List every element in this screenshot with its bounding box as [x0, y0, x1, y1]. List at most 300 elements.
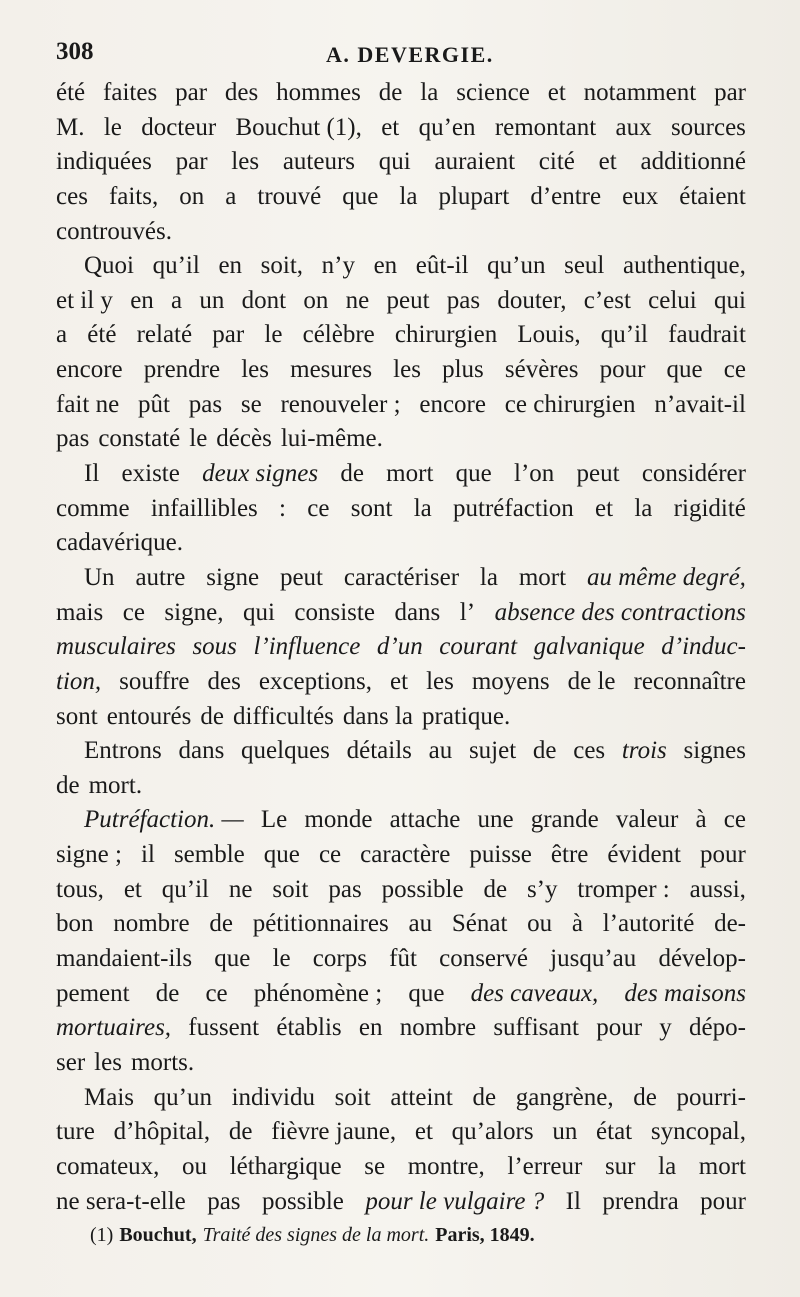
- word: putréfaction: [453, 494, 574, 522]
- word: la: [479, 563, 498, 591]
- word: celui: [648, 286, 697, 314]
- word: dépo-: [689, 1014, 746, 1042]
- word: sévères: [504, 356, 579, 384]
- word: cadavérique.: [56, 529, 184, 557]
- word: léthargique: [229, 1152, 342, 1180]
- word: les: [426, 667, 454, 695]
- word: la: [399, 182, 418, 210]
- text-line: [56, 838, 746, 873]
- word: chirurgien: [394, 321, 498, 349]
- word: d’hôpital,: [113, 1118, 211, 1146]
- italic-word: sous: [192, 633, 237, 661]
- word: de: [228, 1118, 253, 1146]
- word: Quoi: [84, 252, 134, 280]
- word: l’on: [514, 460, 555, 488]
- word: indiquées: [56, 148, 152, 176]
- word: ne sera-t-elle: [56, 1187, 186, 1215]
- word: sources: [670, 113, 746, 141]
- word: gangrène,: [515, 1083, 614, 1111]
- page-header: [56, 38, 760, 68]
- word: et: [595, 494, 614, 522]
- word: signes: [683, 737, 746, 765]
- word: Le: [260, 806, 288, 834]
- word: exceptions,: [258, 667, 373, 695]
- word: ture: [56, 1118, 95, 1146]
- word: ces: [573, 737, 606, 765]
- word: fait ne: [56, 390, 120, 418]
- word: et: [390, 667, 409, 695]
- text-line: [56, 388, 746, 423]
- word: ce: [318, 841, 342, 869]
- text-line: [56, 665, 746, 700]
- word: prendra: [602, 1187, 679, 1215]
- text-line: [56, 873, 746, 908]
- word: évident: [607, 841, 682, 869]
- word: ne: [228, 875, 253, 903]
- word: célèbre: [302, 321, 375, 349]
- word: sont: [350, 494, 393, 522]
- word: l’autorité: [602, 910, 695, 938]
- word: le: [264, 321, 283, 349]
- word: à: [695, 806, 707, 834]
- word: au: [408, 910, 433, 938]
- word: difficultés: [233, 702, 334, 730]
- word: cité: [538, 148, 575, 176]
- word: que: [214, 945, 251, 973]
- word: existe: [121, 460, 180, 488]
- word: infaillibles: [150, 494, 258, 522]
- word: les: [231, 148, 260, 176]
- word: l’: [459, 598, 476, 626]
- word: été: [87, 321, 117, 349]
- word: pour: [700, 1187, 746, 1215]
- word: l’erreur: [507, 1152, 583, 1180]
- word: atteint: [390, 1083, 453, 1111]
- italic-word: des caveaux,: [470, 979, 599, 1007]
- word: additionné: [640, 148, 746, 176]
- word: relaté: [136, 321, 193, 349]
- word: par: [175, 79, 208, 106]
- italic-word: galvanique: [533, 633, 645, 661]
- word: dans: [178, 737, 225, 765]
- word: ces: [56, 182, 88, 210]
- word: Bouchut (1),: [235, 113, 362, 141]
- text-line: [56, 284, 746, 319]
- word: pétitionnaires: [252, 910, 389, 938]
- text-line: [56, 1046, 746, 1081]
- italic-word: courant: [439, 633, 518, 661]
- word: douter,: [497, 286, 567, 314]
- text-line: [56, 492, 746, 527]
- word: mais: [56, 598, 104, 626]
- footnote: [90, 1224, 541, 1247]
- word: Un: [84, 563, 115, 591]
- word: le: [189, 425, 208, 453]
- word: comateux,: [56, 1152, 160, 1180]
- word: a: [56, 321, 68, 349]
- word: autre: [135, 563, 186, 591]
- word: nombre: [113, 910, 190, 938]
- italic-word: musculaires: [56, 633, 176, 661]
- word: Sénat: [451, 910, 508, 938]
- word: de: [483, 875, 508, 903]
- word: mort: [518, 563, 567, 591]
- word: auteurs: [282, 148, 356, 176]
- word: sur: [604, 1152, 636, 1180]
- word: au: [428, 737, 453, 765]
- word: corps: [312, 945, 367, 973]
- word: constaté: [98, 425, 181, 453]
- word: syncopal,: [650, 1118, 746, 1146]
- word: de: [340, 460, 364, 488]
- word: de: [200, 702, 224, 730]
- word: ou: [527, 910, 553, 938]
- footnote-marker: (1): [90, 1224, 114, 1246]
- word: dans: [394, 598, 441, 626]
- word: et il y: [56, 286, 113, 314]
- word: n’avait-il: [654, 390, 746, 418]
- word: décès: [216, 425, 272, 453]
- word: qu’en: [418, 113, 476, 141]
- word: morts.: [130, 1048, 195, 1076]
- word: eût-il: [415, 252, 469, 280]
- word: peut: [386, 286, 430, 314]
- text-line: [56, 422, 746, 457]
- word: la: [413, 494, 432, 522]
- word: controuvés.: [56, 217, 172, 245]
- word: quelques: [241, 737, 330, 765]
- text-line: [56, 803, 746, 838]
- footnote-place-year: Paris, 1849.: [435, 1224, 535, 1246]
- word: fièvre jaune,: [271, 1118, 397, 1146]
- word: a: [171, 286, 183, 314]
- word: encore: [419, 390, 486, 418]
- word: que: [263, 841, 300, 869]
- word: n’y: [321, 252, 355, 280]
- word: qu’un: [153, 1083, 212, 1111]
- word: Louis,: [517, 321, 581, 349]
- word: encore: [56, 356, 123, 384]
- word: phénomène ;: [253, 979, 383, 1007]
- word: mesures: [290, 356, 373, 384]
- word: de: [633, 1083, 657, 1111]
- word: individu: [231, 1083, 315, 1111]
- word: en: [358, 1014, 383, 1042]
- word: docteur: [141, 113, 217, 141]
- text-line: [56, 526, 746, 561]
- word: pas: [328, 875, 362, 903]
- word: pas: [446, 286, 481, 314]
- word: pas: [56, 425, 90, 453]
- word: les: [94, 1048, 122, 1076]
- italic-word: trois: [621, 737, 667, 765]
- word: semble: [173, 841, 245, 869]
- word: attache: [389, 806, 461, 834]
- word: valeur: [615, 806, 679, 834]
- word: pour: [599, 356, 646, 384]
- text-line: [56, 977, 746, 1012]
- word: et: [414, 1118, 433, 1146]
- footnote-author: Bouchut,: [119, 1224, 197, 1246]
- word: établis: [276, 1014, 342, 1042]
- word: ce: [307, 494, 330, 522]
- word: qui: [714, 286, 746, 314]
- word: de: [378, 79, 403, 106]
- word: entourés: [106, 702, 192, 730]
- word: trouvé: [257, 182, 322, 210]
- word: caractère: [360, 841, 451, 869]
- word: des: [224, 79, 259, 106]
- word: caractériser: [343, 563, 460, 591]
- word: rigidité: [673, 494, 746, 522]
- word: fussent: [188, 1014, 260, 1042]
- word: et: [123, 875, 142, 903]
- text-line: [56, 700, 746, 735]
- text-line: [56, 249, 746, 284]
- word: on: [179, 182, 205, 210]
- word: peut: [576, 460, 620, 488]
- word: Il: [565, 1187, 581, 1215]
- word: se: [240, 390, 262, 418]
- word: monde: [304, 806, 373, 834]
- text-line: [56, 457, 746, 492]
- body-text: [56, 76, 746, 1219]
- word: ou: [182, 1152, 208, 1180]
- word: bon: [56, 910, 94, 938]
- word: des: [207, 667, 241, 695]
- text-line: [56, 180, 746, 215]
- word: que: [408, 979, 445, 1007]
- word: tous,: [56, 875, 104, 903]
- word: en: [130, 286, 154, 314]
- word: plupart: [438, 182, 510, 210]
- word: notamment: [583, 79, 697, 106]
- text-line: [56, 1011, 746, 1046]
- text-line: [56, 734, 746, 769]
- word: par: [714, 79, 746, 106]
- word: possible: [261, 1187, 344, 1215]
- word: la: [420, 79, 439, 106]
- word: que: [455, 460, 492, 488]
- word: et: [598, 148, 617, 176]
- text-line: [56, 318, 746, 353]
- word: le: [103, 113, 122, 141]
- word: détails: [346, 737, 412, 765]
- word: pût: [137, 390, 170, 418]
- word: signe,: [164, 598, 224, 626]
- word: mort.: [88, 771, 143, 799]
- italic-word: tion,: [56, 667, 102, 695]
- word: ce: [723, 356, 746, 384]
- word: pas: [207, 1187, 241, 1215]
- word: de: [209, 910, 233, 938]
- word: pour: [700, 841, 746, 869]
- word: dévelop-: [658, 945, 746, 973]
- footnote-title: Traité des signes de la mort.: [202, 1224, 430, 1246]
- word: suffisant: [493, 1014, 579, 1042]
- word: le: [272, 945, 291, 973]
- italic-word: l’influence: [253, 633, 361, 661]
- word: une: [477, 806, 514, 834]
- italic-word: au même degré,: [586, 563, 746, 591]
- word: à: [571, 910, 583, 938]
- word: qu’il: [152, 252, 200, 280]
- word: de: [532, 737, 557, 765]
- word: de-: [714, 910, 746, 938]
- word: que: [666, 356, 703, 384]
- word: ce: [205, 979, 228, 1007]
- word: M.: [56, 113, 85, 141]
- word: un: [552, 1118, 578, 1146]
- italic-word: deux signes: [202, 460, 319, 488]
- italic-word: d’un: [376, 633, 423, 661]
- word: mort: [386, 460, 434, 488]
- word: soit,: [260, 252, 304, 280]
- word: reconnaître: [633, 667, 746, 695]
- word: s’y: [526, 875, 558, 903]
- word: étaient: [679, 182, 746, 210]
- word: puisse: [469, 841, 532, 869]
- word: un: [199, 286, 225, 314]
- word: possible: [381, 875, 464, 903]
- word: que: [342, 182, 379, 210]
- text-line: [56, 111, 746, 146]
- text-line: [56, 145, 746, 180]
- word: remontant: [494, 113, 597, 141]
- text-line: [56, 596, 746, 631]
- word: signe: [206, 563, 260, 591]
- word: et: [381, 113, 400, 141]
- word: y: [659, 1014, 672, 1042]
- text-line: [56, 942, 746, 977]
- word: de: [155, 979, 180, 1007]
- word: renouveler ;: [280, 390, 401, 418]
- word: de: [472, 1083, 497, 1111]
- word: par: [212, 321, 245, 349]
- word: ser: [56, 1048, 86, 1076]
- word: par: [175, 148, 208, 176]
- word: montre,: [407, 1152, 485, 1180]
- text-line: [56, 353, 746, 388]
- word: et: [547, 79, 566, 106]
- text-line: [56, 630, 746, 665]
- word: se: [364, 1152, 386, 1180]
- word: fût: [389, 945, 417, 973]
- word: consiste: [294, 598, 375, 626]
- word: sont: [56, 702, 98, 730]
- word: qu’il: [600, 321, 648, 349]
- word: moyens: [471, 667, 550, 695]
- word: pratique.: [422, 702, 511, 730]
- word: peut: [279, 563, 323, 591]
- running-head: A. DEVERGIE.: [326, 42, 494, 67]
- word: nombre: [399, 1014, 477, 1042]
- word: eux: [622, 182, 659, 210]
- word: pas: [188, 390, 223, 418]
- word: mandaient-ils: [56, 945, 193, 973]
- word: on: [303, 286, 329, 314]
- word: faites: [103, 79, 158, 106]
- word: dont: [241, 286, 287, 314]
- word: qu’un: [487, 252, 546, 280]
- word: considérer: [641, 460, 746, 488]
- italic-word: des maisons: [624, 979, 746, 1007]
- word: qui: [242, 598, 275, 626]
- word: état: [596, 1118, 633, 1146]
- italic-word: mortuaires,: [56, 1014, 172, 1042]
- word: a: [225, 182, 237, 210]
- text-line: [56, 76, 746, 111]
- word: sujet: [468, 737, 517, 765]
- word: :: [279, 494, 286, 522]
- word: faits,: [108, 182, 159, 210]
- word: de le: [567, 667, 616, 695]
- italic-word: absence des contractions: [494, 598, 746, 626]
- word: pourri-: [676, 1083, 746, 1111]
- word: ce: [122, 598, 145, 626]
- word: de: [56, 771, 80, 799]
- word: hommes: [276, 79, 361, 106]
- word: plus: [442, 356, 484, 384]
- word: soit: [334, 1083, 371, 1111]
- word: ce chirurgien: [504, 390, 636, 418]
- word: qu’alors: [451, 1118, 534, 1146]
- word: soit: [272, 875, 309, 903]
- word: jusqu’au: [550, 945, 637, 973]
- word: souffre: [119, 667, 190, 695]
- text-line: [56, 769, 746, 804]
- word: en: [218, 252, 243, 280]
- word: qu’il: [161, 875, 209, 903]
- word: aussi,: [689, 875, 746, 903]
- word: conservé: [439, 945, 528, 973]
- word: authentique,: [623, 252, 746, 280]
- word: les: [393, 356, 421, 384]
- word: être: [550, 841, 589, 869]
- word: en: [373, 252, 398, 280]
- page-number: 308: [56, 38, 94, 65]
- word: d’entre: [530, 182, 602, 210]
- italic-word: d’induc-: [661, 633, 746, 661]
- word: grande: [530, 806, 599, 834]
- text-line: [56, 1081, 746, 1116]
- word: faudrait: [668, 321, 746, 349]
- word: il: [141, 841, 155, 869]
- word: dans la: [342, 702, 414, 730]
- text-line: [56, 1115, 746, 1150]
- word: aux: [615, 113, 652, 141]
- word: comme: [56, 494, 130, 522]
- word: pour: [596, 1014, 643, 1042]
- word: tromper :: [577, 875, 670, 903]
- word: Il: [84, 460, 100, 488]
- word: les: [241, 356, 269, 384]
- word: lui-même.: [280, 425, 383, 453]
- italic-word: Putréfaction. —: [84, 806, 244, 834]
- word: Entrons: [84, 737, 162, 765]
- word: pement: [56, 979, 130, 1007]
- word: qui: [378, 148, 411, 176]
- word: ne: [345, 286, 370, 314]
- word: signe ;: [56, 841, 122, 869]
- text-line: [56, 907, 746, 942]
- word: la: [634, 494, 653, 522]
- word: été: [56, 79, 86, 106]
- word: seul: [564, 252, 605, 280]
- text-line: [56, 561, 746, 596]
- word: Mais: [84, 1083, 134, 1111]
- word: prendre: [143, 356, 221, 384]
